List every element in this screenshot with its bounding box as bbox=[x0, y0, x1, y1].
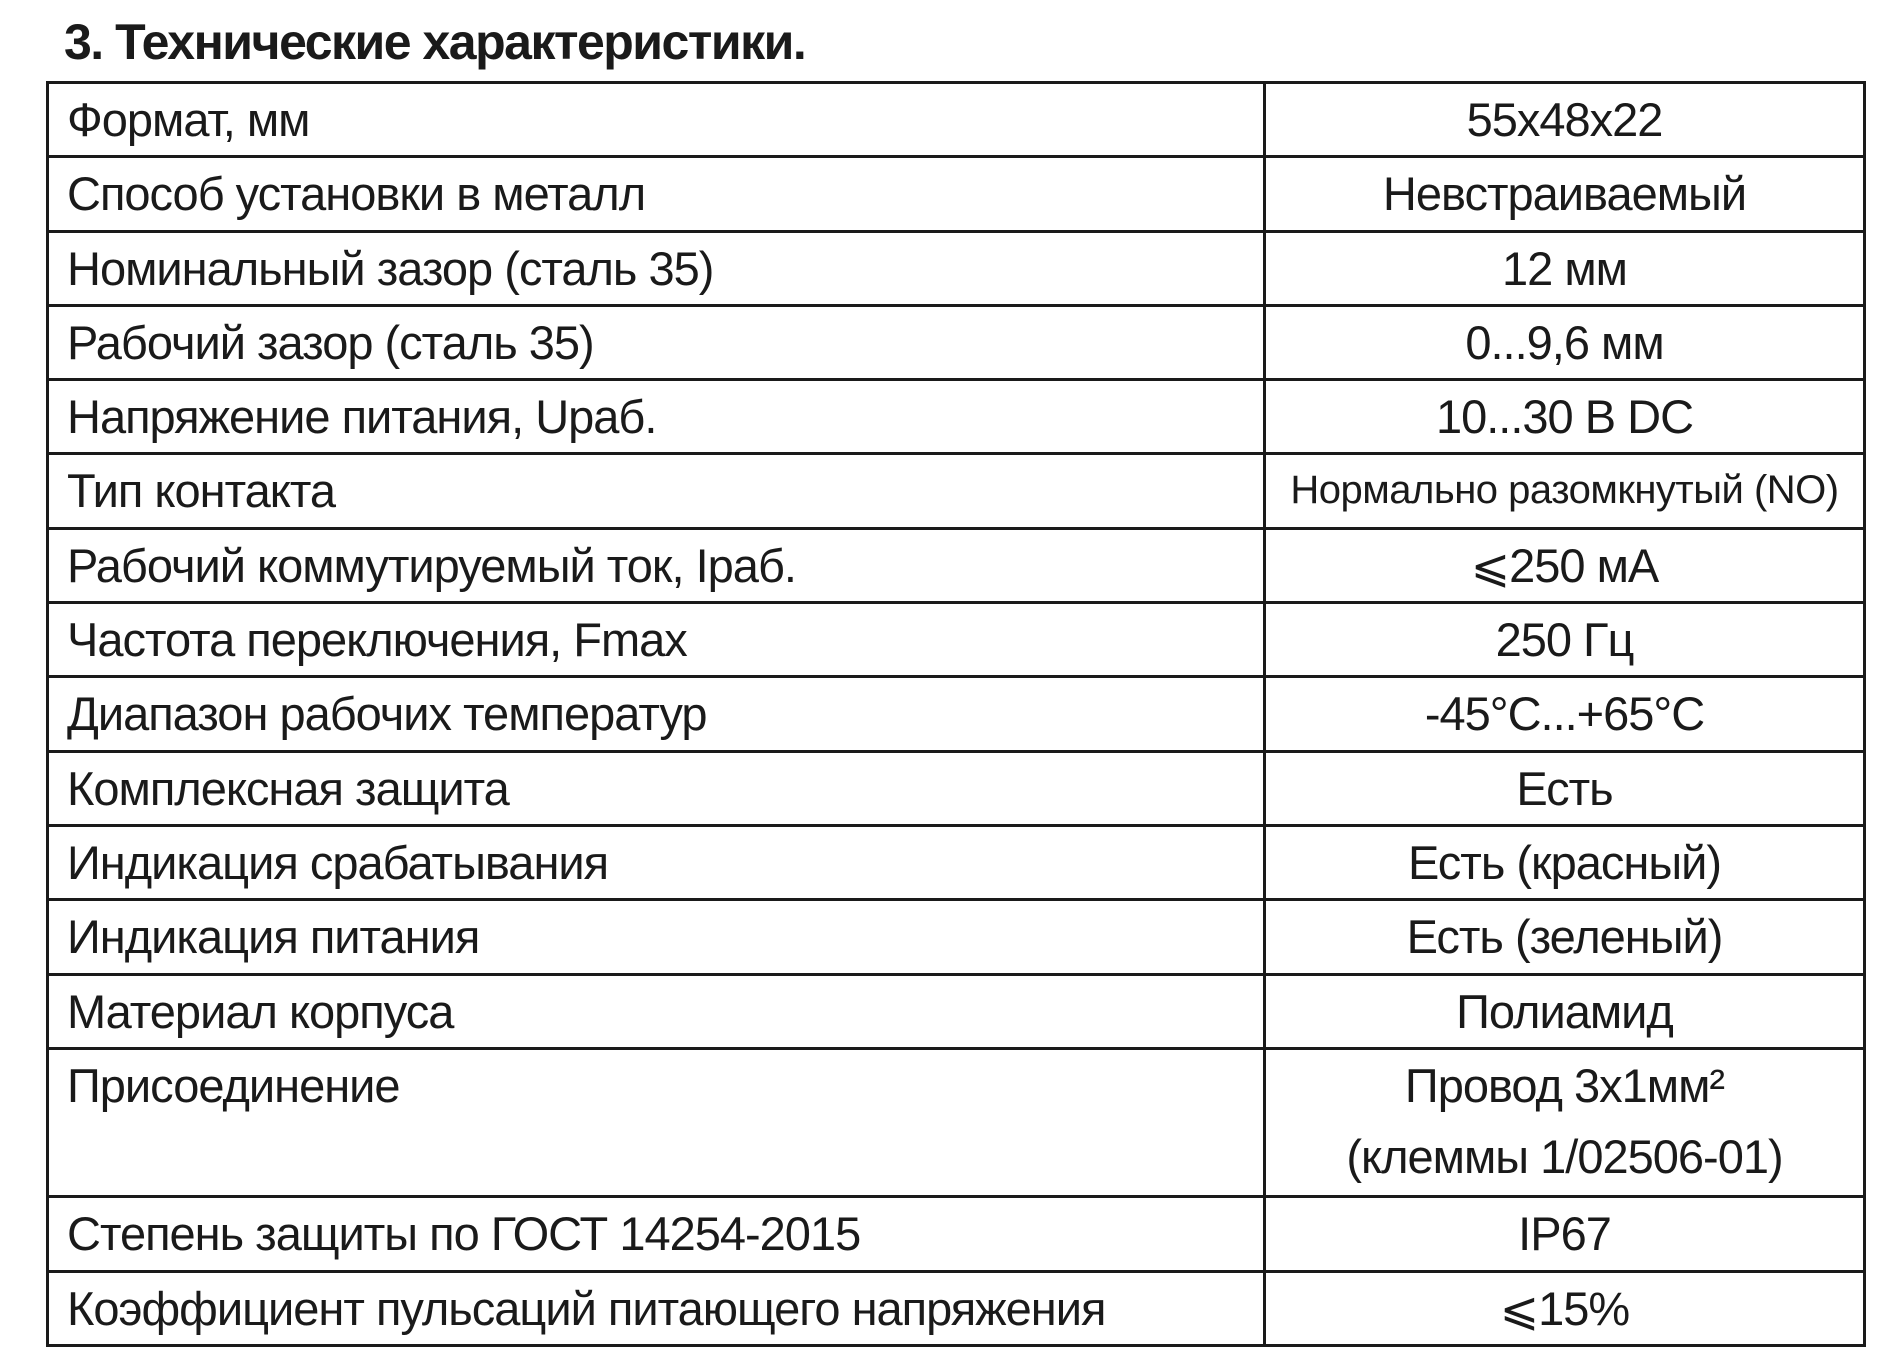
value-cell: -45°С...+65°С bbox=[1265, 677, 1865, 751]
value-cell: ⩽250 мА bbox=[1265, 528, 1865, 602]
value-cell: 12 мм bbox=[1265, 231, 1865, 305]
section-heading: 3. Технические характеристики. bbox=[64, 14, 806, 70]
table-row bbox=[48, 974, 1865, 1048]
table-row bbox=[48, 305, 1865, 379]
value-cell: Нормально разомкнутый (NO) bbox=[1265, 454, 1865, 528]
table-row bbox=[48, 83, 1865, 157]
value-cell: Невстраиваемый bbox=[1265, 157, 1865, 231]
value-cell: Есть (красный) bbox=[1265, 825, 1865, 899]
param-cell: Индикация питания bbox=[48, 900, 1265, 974]
specifications-table bbox=[46, 81, 1866, 1347]
param-cell: Способ установки в металл bbox=[48, 157, 1265, 231]
table-row bbox=[48, 751, 1865, 825]
table-row bbox=[48, 380, 1865, 454]
table-row bbox=[48, 900, 1865, 974]
param-cell: Напряжение питания, Uраб. bbox=[48, 380, 1265, 454]
table-row bbox=[48, 1197, 1865, 1271]
value-cell: ⩽15% bbox=[1265, 1271, 1865, 1345]
param-cell: Формат, мм bbox=[48, 83, 1265, 157]
param-cell: Тип контакта bbox=[48, 454, 1265, 528]
value-cell: 0...9,6 мм bbox=[1265, 305, 1865, 379]
param-cell: Комплексная защита bbox=[48, 751, 1265, 825]
table-row bbox=[48, 677, 1865, 751]
table-row bbox=[48, 1048, 1865, 1197]
param-cell: Коэффициент пульсаций питающего напряжения bbox=[48, 1271, 1265, 1345]
value-cell: 250 Гц bbox=[1265, 603, 1865, 677]
table-row bbox=[48, 1271, 1865, 1345]
value-cell: IP67 bbox=[1265, 1197, 1865, 1271]
param-cell: Степень защиты по ГОСТ 14254-2015 bbox=[48, 1197, 1265, 1271]
param-cell: Рабочий коммутируемый ток, Iраб. bbox=[48, 528, 1265, 602]
param-cell: Частота переключения, Fmax bbox=[48, 603, 1265, 677]
param-cell: Материал корпуса bbox=[48, 974, 1265, 1048]
value-cell bbox=[1265, 1048, 1865, 1197]
table-row bbox=[48, 528, 1865, 602]
table-row bbox=[48, 157, 1865, 231]
param-cell: Диапазон рабочих температур bbox=[48, 677, 1265, 751]
value-cell: 10...30 В DC bbox=[1265, 380, 1865, 454]
param-cell: Номинальный зазор (сталь 35) bbox=[48, 231, 1265, 305]
param-cell: Рабочий зазор (сталь 35) bbox=[48, 305, 1265, 379]
table-row bbox=[48, 825, 1865, 899]
table-row bbox=[48, 231, 1865, 305]
param-cell: Присоединение bbox=[48, 1048, 1265, 1197]
table-row bbox=[48, 454, 1865, 528]
value-cell: 55х48х22 bbox=[1265, 83, 1865, 157]
value-cell: Есть bbox=[1265, 751, 1865, 825]
value-line: Провод 3х1мм² bbox=[1404, 1058, 1725, 1112]
value-cell: Есть (зеленый) bbox=[1265, 900, 1865, 974]
param-cell: Индикация срабатывания bbox=[48, 825, 1265, 899]
value-cell: Полиамид bbox=[1265, 974, 1865, 1048]
table-row bbox=[48, 603, 1865, 677]
value-line: (клеммы 1/02506-01) bbox=[1346, 1129, 1783, 1183]
